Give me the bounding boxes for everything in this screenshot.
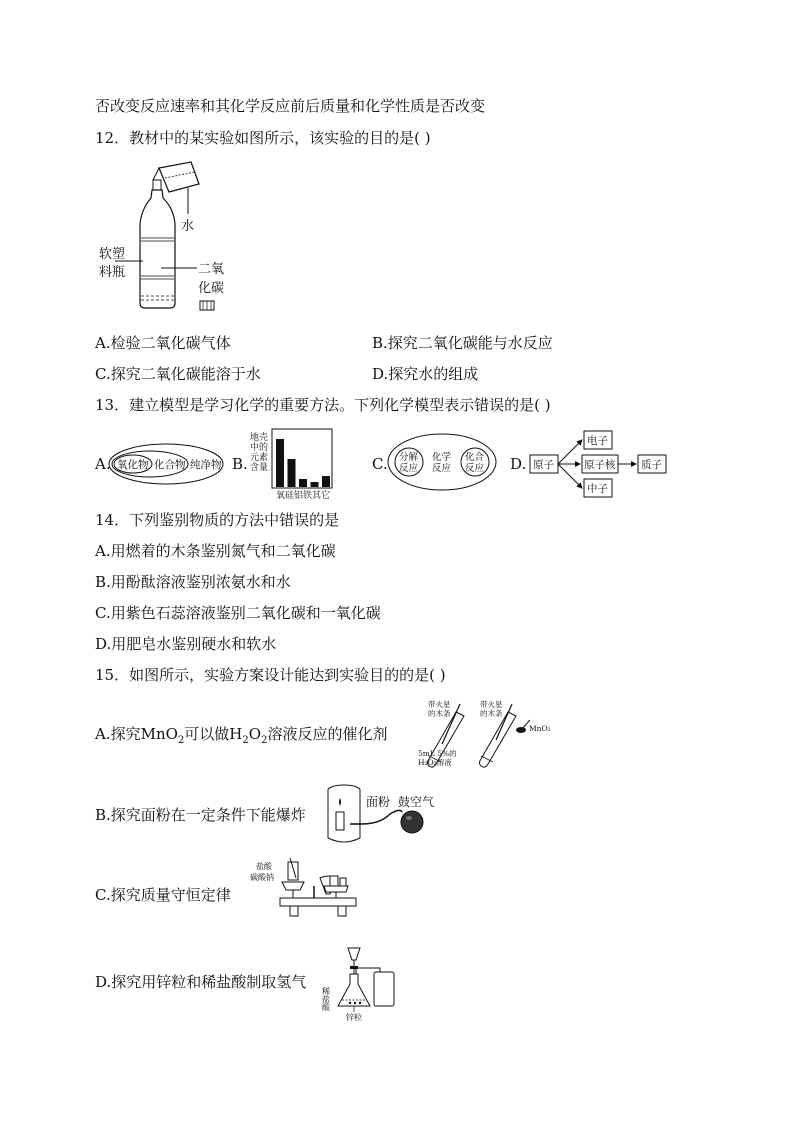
svg-text:的木条: 的木条	[428, 709, 451, 718]
bottle-cap-icon	[200, 301, 214, 310]
q14-option-c: C.用紫色石蕊溶液鉴别二氧化碳和一氧化碳	[95, 604, 381, 622]
question-15-stem: 15．如图所示，实验方案设计能达到实验目的的是( )	[95, 666, 446, 684]
q13-d-atom-structure	[528, 428, 672, 500]
compound-label: 化合物	[154, 459, 186, 471]
question-13-stem: 13．建立模型是学习化学的重要方法。下列化学模型表示错误的是( )	[95, 396, 551, 414]
flour-label: 面粉	[366, 795, 391, 809]
svg-text:带火星: 带火星	[428, 700, 451, 709]
chemical-label-1: 化学	[432, 452, 452, 463]
q14-option-b: B.用酚酞溶液鉴别浓氨水和水	[95, 573, 291, 591]
zinc-label: 锌粒	[346, 1013, 362, 1022]
bottle-label-2: 料瓶	[99, 265, 126, 280]
q15-c-figure	[250, 856, 370, 924]
conical-flask-icon	[338, 974, 370, 1006]
continuation-text: 否改变反应速率和其化学反应前后质量和化学性质是否改变	[95, 97, 486, 115]
q13-option-a-letter: A.	[95, 455, 111, 473]
chart-ylabel-2: 中的	[250, 443, 269, 453]
chart-xlabel: 氧硅铝铁其它	[276, 491, 331, 500]
bar-铝	[299, 479, 307, 487]
svg-text:5mL 5%的: 5mL 5%的	[418, 749, 457, 758]
svg-text:MnO₂: MnO₂	[529, 724, 551, 733]
co2-label-1: 二氧	[198, 262, 225, 277]
chart-ylabel-4: 含量	[250, 463, 269, 473]
question-12-stem: 12．教材中的某实验如图所示，该实验的目的是( )	[95, 129, 431, 147]
combination-label-1: 化合	[465, 452, 485, 463]
svg-text:盐酸: 盐酸	[256, 862, 272, 871]
q13-option-d-letter: D.	[510, 455, 527, 473]
q15-d-figure	[320, 944, 410, 1024]
plastic-bottle-icon	[140, 180, 175, 308]
bar-硅	[288, 459, 296, 487]
q15-a-figure	[408, 698, 558, 770]
q14-option-a: A.用燃着的木条鉴别氮气和二氧化碳	[95, 542, 336, 560]
chart-ylabel-3: 元素	[250, 453, 269, 463]
q13-option-c-letter: C.	[372, 455, 388, 473]
svg-text:碳酸钠: 碳酸钠	[250, 873, 274, 882]
oxide-label: 氧化物	[117, 459, 149, 471]
q15-option-b: B.探究面粉在一定条件下能爆炸	[95, 806, 306, 824]
bar-其它	[322, 476, 330, 487]
co2-label-2: 化碳	[198, 281, 225, 296]
q13-option-b-letter: B.	[232, 455, 248, 473]
q13-c-reaction-diagram	[386, 432, 498, 492]
q14-option-d: D.用肥皂水鉴别硬水和软水	[95, 635, 277, 653]
bar-铁	[311, 482, 319, 487]
water-label: 水	[181, 219, 195, 234]
q12-option-b: B.探究二氧化碳能与水反应	[372, 334, 553, 352]
chemical-label-2: 反应	[432, 463, 452, 474]
decomposition-label-2: 反应	[399, 463, 419, 474]
decomposition-label-1: 分解	[399, 452, 419, 463]
spoon-icon	[516, 720, 530, 733]
neutron-box-label: 中子	[587, 483, 608, 495]
chart-ylabel-1: 地壳	[250, 433, 269, 443]
q12-figure	[95, 158, 245, 318]
combination-label-2: 反应	[465, 463, 485, 474]
svg-text:H₂O₂溶液: H₂O₂溶液	[418, 758, 452, 767]
svg-text:稀: 稀	[322, 987, 330, 996]
svg-text:的木条: 的木条	[480, 709, 503, 718]
pure-substance-label: 纯净物	[190, 459, 222, 471]
air-label: 鼓空气	[398, 795, 435, 809]
nucleus-box-label: 原子核	[584, 459, 616, 471]
air-bulb-icon	[401, 811, 423, 833]
electron-box-label: 电子	[587, 435, 608, 447]
atom-box-label: 原子	[533, 459, 554, 471]
q15-b-figure	[320, 780, 470, 848]
svg-text:酸: 酸	[322, 1003, 330, 1012]
proton-box-label: 质子	[641, 459, 662, 471]
gas-bottle-icon	[374, 972, 394, 1006]
metal-can-icon	[328, 785, 360, 842]
question-14-stem: 14．下列鉴别物质的方法中错误的是	[95, 511, 340, 529]
bar-氧	[276, 439, 284, 487]
q15-option-c: C.探究质量守恒定律	[95, 886, 231, 904]
q15-option-d: D.探究用锌粒和稀盐酸制取氢气	[95, 973, 307, 991]
q12-option-d: D.探究水的组成	[372, 365, 479, 383]
q13-a-venn-diagram	[108, 441, 228, 487]
q12-option-a: A.检验二氧化碳气体	[95, 334, 231, 352]
q13-b-bar-chart	[246, 428, 336, 500]
balance-scale-icon	[280, 858, 356, 916]
bottle-label-1: 软塑	[99, 247, 126, 262]
svg-text:盐: 盐	[322, 995, 330, 1004]
q12-option-c: C.探究二氧化碳能溶于水	[95, 365, 261, 383]
q15-option-a: A.探究MnO$_2$可以做$H_2O_2$溶液反应的催化剂	[95, 725, 388, 746]
svg-text:带火星: 带火星	[480, 700, 503, 709]
